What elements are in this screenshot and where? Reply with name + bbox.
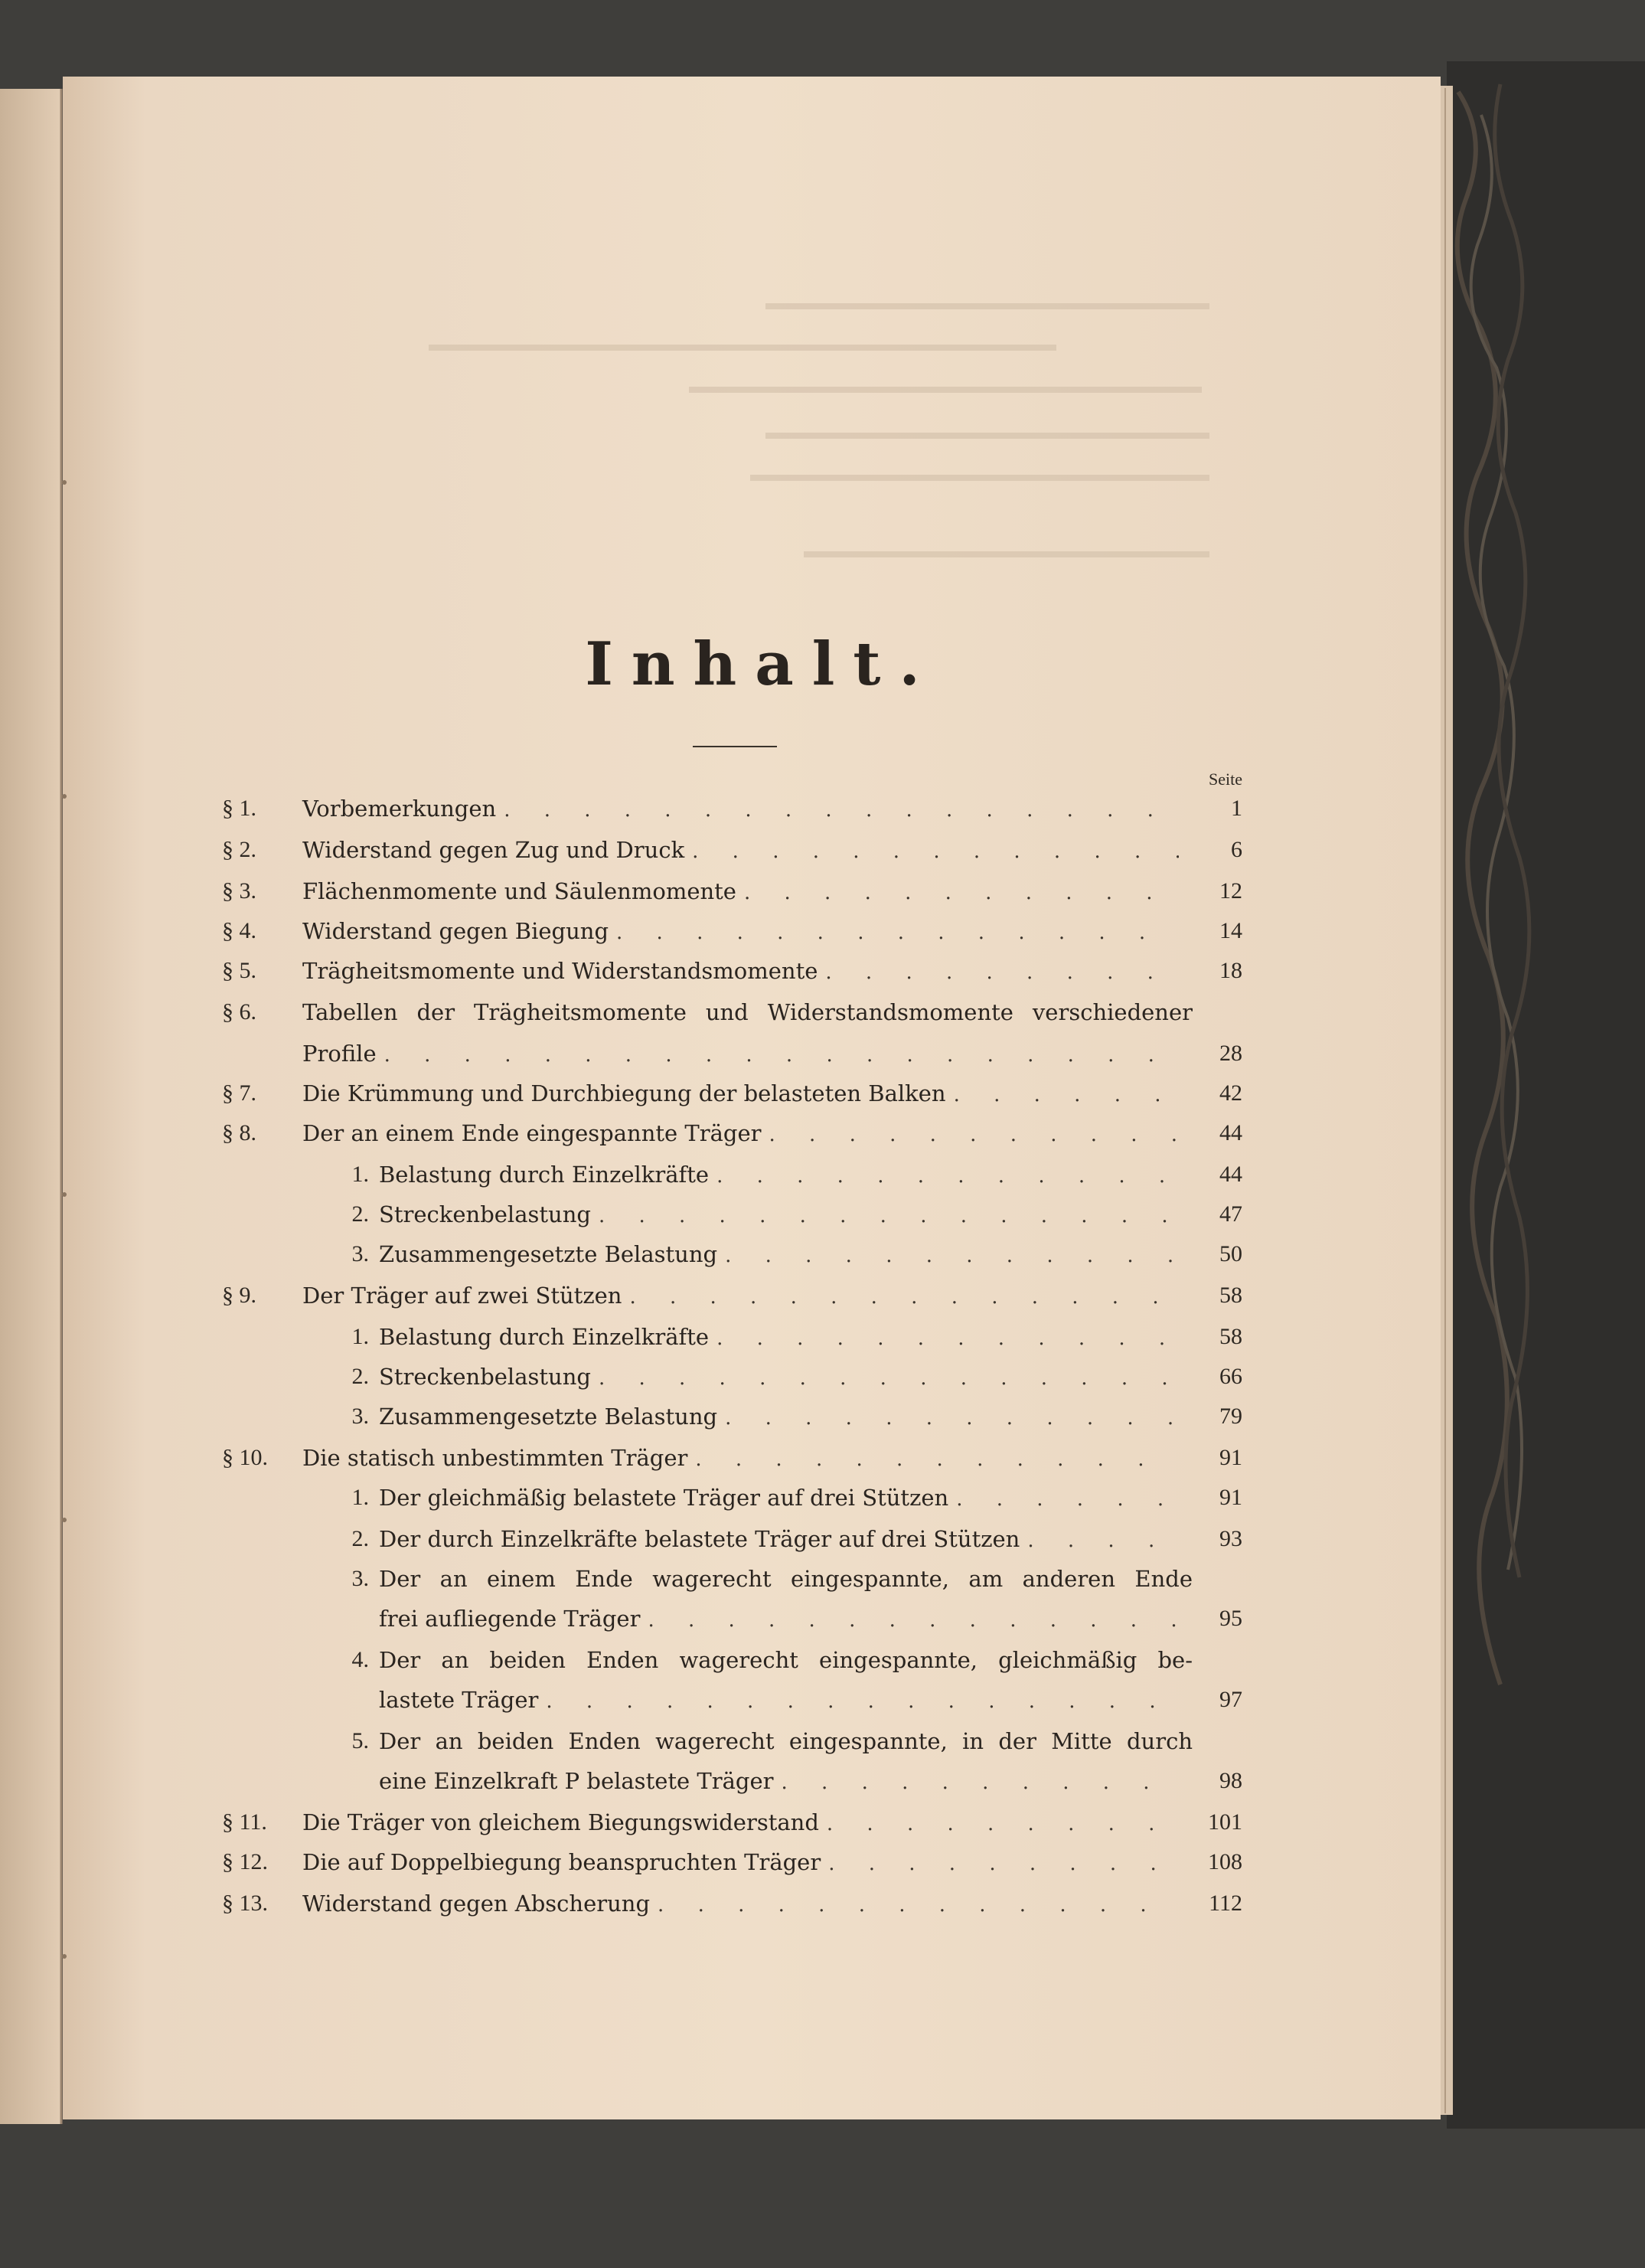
toc-page-number: 101 xyxy=(1208,1809,1242,1835)
toc-row xyxy=(0,1680,1645,1720)
toc-entry xyxy=(379,1599,1179,1640)
toc-page-number: 50 xyxy=(1219,1241,1242,1266)
toc-subsection-number: 2. xyxy=(351,1526,369,1551)
toc-row xyxy=(0,1721,1645,1761)
toc-entry xyxy=(379,1397,1179,1438)
dot-leader xyxy=(744,873,1179,913)
toc-entry-title: frei aufliegende Träger xyxy=(379,1606,641,1632)
dot-leader xyxy=(828,1844,1179,1884)
toc-row xyxy=(0,1761,1645,1801)
toc-entry-title: Vorbemerkungen xyxy=(302,796,497,822)
toc-entry xyxy=(302,1884,1179,1925)
toc-entry xyxy=(379,1559,1193,1599)
dot-leader xyxy=(629,1277,1179,1317)
toc-entry-title: Die auf Doppelbiegung beanspruchten Träger xyxy=(302,1849,821,1875)
dot-leader xyxy=(599,1196,1179,1236)
toc-section-number: § 13. xyxy=(222,1891,268,1916)
dot-leader xyxy=(599,1358,1179,1398)
toc-subsection-number: 1. xyxy=(351,1162,369,1187)
toc-section-number: § 2. xyxy=(222,837,256,862)
toc-entry-title: Der Träger auf zwei Stützen xyxy=(302,1283,622,1309)
toc-entry-title: Widerstand gegen Biegung xyxy=(302,918,609,944)
toc-entry-title: Belastung durch Einzelkräfte xyxy=(379,1324,710,1350)
toc-subsection-number: 3. xyxy=(351,1404,369,1429)
toc-entry-title: eine Einzelkraft P belastete Träger xyxy=(379,1768,774,1794)
toc-entry-title: lastete Träger xyxy=(379,1687,539,1713)
dot-leader xyxy=(956,1479,1179,1519)
toc-row xyxy=(0,1317,1645,1357)
dot-leader xyxy=(504,790,1179,830)
toc-page-number: 42 xyxy=(1219,1080,1242,1106)
toc-page-number: 6 xyxy=(1231,837,1242,862)
toc-entry xyxy=(302,1113,1179,1155)
toc-page-number: 93 xyxy=(1219,1526,1242,1551)
dot-leader xyxy=(782,1763,1179,1802)
toc-page-number: 108 xyxy=(1208,1849,1242,1874)
dot-leader xyxy=(616,913,1179,953)
toc-entry xyxy=(379,1519,1179,1560)
dot-leader xyxy=(384,1035,1179,1075)
toc-page-number: 66 xyxy=(1219,1364,1242,1389)
toc-entry xyxy=(379,1155,1179,1196)
toc-page-number: 91 xyxy=(1219,1485,1242,1510)
toc-entry xyxy=(379,1357,1179,1398)
dot-leader xyxy=(827,1804,1179,1844)
toc-section-number: § 10. xyxy=(222,1445,268,1470)
toc-page-number: 28 xyxy=(1219,1041,1242,1066)
toc-page-number: 98 xyxy=(1219,1768,1242,1793)
toc-entry xyxy=(379,1721,1193,1761)
dot-leader xyxy=(716,1319,1179,1358)
dot-leader xyxy=(725,1236,1179,1276)
toc-page-number: 112 xyxy=(1209,1891,1242,1916)
toc-row xyxy=(0,1397,1645,1436)
dot-leader xyxy=(658,1885,1179,1925)
toc-row xyxy=(0,951,1645,991)
toc-page-number: 97 xyxy=(1219,1687,1242,1712)
dot-leader xyxy=(648,1600,1179,1640)
toc-entry xyxy=(379,1317,1179,1358)
toc-row xyxy=(0,1155,1645,1194)
toc-entry-title: Der an einem Ende wagerecht eingespannte, am anderen Ende xyxy=(379,1566,1193,1592)
toc-section-number: § 5. xyxy=(222,958,256,983)
toc-section-number: § 4. xyxy=(222,918,256,943)
toc-entry xyxy=(302,911,1179,953)
toc-row xyxy=(0,1074,1645,1113)
toc-section-number: § 8. xyxy=(222,1120,256,1145)
dot-leader xyxy=(546,1681,1179,1721)
toc-entry-title: Der an einem Ende eingespannte Träger xyxy=(302,1120,762,1146)
toc-row xyxy=(0,789,1645,828)
toc-entry-title: Flächenmomente und Säulenmomente xyxy=(302,878,736,904)
toc-row xyxy=(0,1194,1645,1234)
toc-entry-title: Belastung durch Einzelkräfte xyxy=(379,1162,710,1188)
toc-entry xyxy=(302,1842,1179,1884)
toc-entry-title: Der gleichmäßig belastete Träger auf drei Stützen xyxy=(379,1485,949,1511)
toc-row xyxy=(0,1599,1645,1639)
toc-row xyxy=(0,830,1645,870)
toc-entry-title: Der durch Einzelkräfte belastete Träger auf drei Stützen xyxy=(379,1526,1020,1552)
toc-entry xyxy=(302,1802,1179,1844)
page-title: Inhalt. xyxy=(585,629,938,699)
toc-row xyxy=(0,1034,1645,1074)
toc-section-number: § 3. xyxy=(222,878,256,904)
toc-page-number: 91 xyxy=(1219,1445,1242,1470)
toc-row xyxy=(0,1559,1645,1599)
toc-page-number: 44 xyxy=(1219,1162,1242,1187)
dot-leader xyxy=(692,832,1179,871)
dot-leader xyxy=(769,1115,1179,1155)
toc-section-number: § 12. xyxy=(222,1849,268,1874)
toc-entry-title: Der an beiden Enden wagerecht eingespannte, gleichmäßig be- xyxy=(379,1647,1193,1673)
toc-row xyxy=(0,1357,1645,1397)
toc-subsection-number: 3. xyxy=(351,1241,369,1266)
toc-entry xyxy=(379,1478,1179,1519)
toc-entry xyxy=(302,1034,1179,1075)
toc-subsection-number: 1. xyxy=(351,1485,369,1510)
toc-row xyxy=(0,1640,1645,1680)
toc-subsection-number: 2. xyxy=(351,1364,369,1389)
toc-entry-title: Zusammengesetzte Belastung xyxy=(379,1404,718,1430)
toc-entry xyxy=(379,1680,1179,1721)
toc-entry-title: Tabellen der Trägheitsmomente und Widerstandsmomente verschiedener xyxy=(302,999,1193,1025)
toc-section-number: § 6. xyxy=(222,999,256,1025)
toc-entry xyxy=(379,1761,1179,1802)
toc-subsection-number: 1. xyxy=(351,1324,369,1349)
toc-page-number: 14 xyxy=(1219,918,1242,943)
toc-entry-title: Profile xyxy=(302,1041,377,1067)
toc-entry-title: Die Krümmung und Durchbiegung der belasteten Balken xyxy=(302,1080,946,1106)
toc-row xyxy=(0,1519,1645,1559)
toc-page-number: 18 xyxy=(1219,958,1242,983)
toc-page-number: 44 xyxy=(1219,1120,1242,1145)
toc-entry-title: Widerstand gegen Zug und Druck xyxy=(302,837,685,863)
toc-page-number: 58 xyxy=(1219,1324,1242,1349)
toc-row xyxy=(0,1234,1645,1274)
page-column-header: Seite xyxy=(1209,770,1242,789)
toc-entry xyxy=(302,830,1179,871)
dot-leader xyxy=(716,1156,1179,1196)
toc-entry-title: Widerstand gegen Abscherung xyxy=(302,1891,651,1917)
toc-entry xyxy=(302,992,1193,1032)
toc-section-number: § 11. xyxy=(222,1809,267,1835)
toc-row xyxy=(0,1884,1645,1923)
toc-subsection-number: 4. xyxy=(351,1647,369,1672)
toc-page-number: 95 xyxy=(1219,1606,1242,1631)
toc-entry xyxy=(302,1074,1179,1115)
toc-row xyxy=(0,1842,1645,1882)
toc-row xyxy=(0,1438,1645,1478)
toc-entry-title: Der an beiden Enden wagerecht eingespannte, in der Mitte durch xyxy=(379,1728,1193,1754)
toc-entry xyxy=(302,789,1179,830)
toc-row xyxy=(0,1113,1645,1153)
toc-row xyxy=(0,1276,1645,1315)
dot-leader xyxy=(1027,1521,1179,1560)
toc-entry-title: Trägheitsmomente und Widerstandsmomente xyxy=(302,958,818,984)
toc-subsection-number: 2. xyxy=(351,1201,369,1227)
toc-row xyxy=(0,911,1645,951)
toc-entry xyxy=(302,951,1179,992)
toc-page-number: 1 xyxy=(1231,796,1242,821)
toc-row xyxy=(0,1478,1645,1518)
toc-page-number: 12 xyxy=(1219,878,1242,904)
dot-leader xyxy=(695,1440,1179,1479)
toc-section-number: § 7. xyxy=(222,1080,256,1106)
toc-entry-title: Streckenbelastung xyxy=(379,1201,591,1227)
toc-entry-title: Die Träger von gleichem Biegungswiderstand xyxy=(302,1809,819,1835)
toc-row xyxy=(0,992,1645,1032)
toc-section-number: § 1. xyxy=(222,796,256,821)
toc-page-number: 47 xyxy=(1219,1201,1242,1227)
toc-entry-title: Zusammengesetzte Belastung xyxy=(379,1241,718,1267)
toc-subsection-number: 5. xyxy=(351,1728,369,1753)
dot-leader xyxy=(825,953,1179,992)
toc-entry-title: Die statisch unbestimmten Träger xyxy=(302,1445,688,1471)
toc-page-number: 58 xyxy=(1219,1283,1242,1308)
toc-row xyxy=(0,1802,1645,1842)
toc-entry xyxy=(302,871,1179,913)
toc-entry xyxy=(379,1640,1193,1680)
dot-leader xyxy=(725,1398,1179,1438)
dot-leader xyxy=(954,1075,1179,1115)
toc-row xyxy=(0,871,1645,911)
toc-entry xyxy=(379,1234,1179,1276)
toc-entry-title: Streckenbelastung xyxy=(379,1364,591,1390)
toc-entry xyxy=(302,1276,1179,1317)
toc-entry xyxy=(302,1438,1179,1479)
toc-entry xyxy=(379,1194,1179,1236)
toc-page-number: 79 xyxy=(1219,1404,1242,1429)
toc-section-number: § 9. xyxy=(222,1283,256,1308)
toc-subsection-number: 3. xyxy=(351,1566,369,1591)
